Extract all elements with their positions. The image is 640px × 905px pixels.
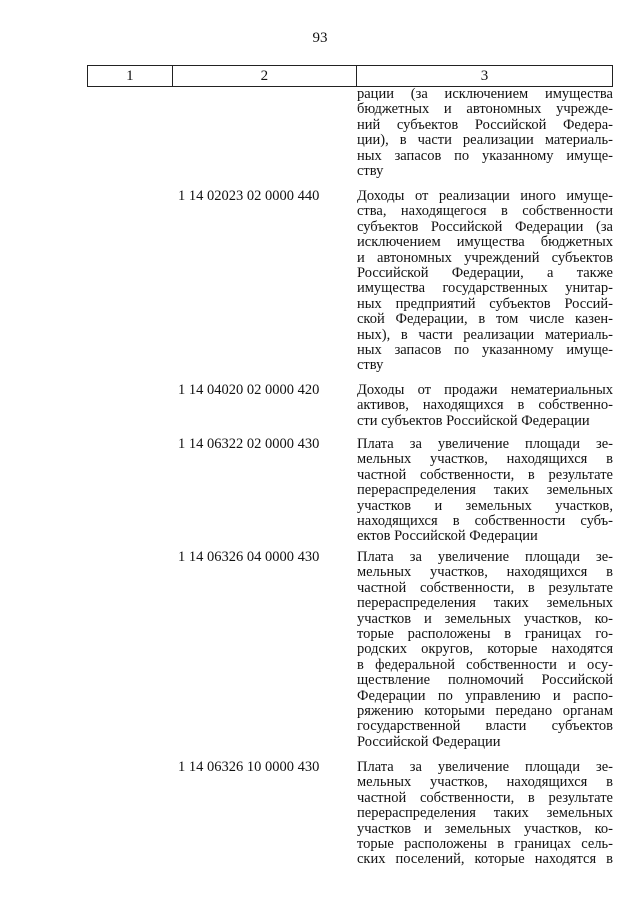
- description-line: мельных участков, находящихся в: [357, 451, 613, 468]
- description-line: участков и земельных участков, ко-: [357, 610, 613, 627]
- description-line: родских округов, которые находятся: [357, 641, 613, 658]
- column-header-2: 2: [172, 66, 356, 87]
- column-header-3: 3: [356, 66, 612, 87]
- description-line: Российской Федерации: [357, 733, 501, 750]
- description-line: частной собственности, в результате: [357, 579, 613, 596]
- description-line: ции), в части реализации материаль-: [357, 132, 613, 149]
- table-header: [87, 65, 613, 87]
- description-line: субъектов Российской Федерации (за: [357, 218, 613, 235]
- row-code: 1 14 06326 04 0000 430: [178, 549, 320, 565]
- row-description: [357, 189, 613, 374]
- description-line: ства, находящегося в собственности: [357, 203, 613, 220]
- description-line: ству: [357, 357, 384, 374]
- description-line: участков и земельных участков,: [357, 497, 613, 514]
- description-line: ных предприятий субъектов Россий-: [357, 295, 613, 312]
- description-line: и автономных учреждений субъектов: [357, 249, 613, 266]
- row-description: [357, 760, 613, 868]
- description-line: Плата за увеличение площади зе-: [357, 759, 613, 775]
- description-line: ской Федерации, в том числе казен-: [357, 311, 613, 328]
- row-description: [357, 550, 613, 750]
- row-code: 1 14 02023 02 0000 440: [178, 188, 320, 204]
- page-number: 93: [312, 30, 328, 46]
- row-code: 1 14 04020 02 0000 420: [178, 382, 320, 398]
- description-line: частной собственности, в результате: [357, 789, 613, 806]
- row-description: [357, 437, 613, 545]
- description-line: перераспределения таких земельных: [357, 805, 613, 822]
- description-line: государственной власти субъектов: [357, 718, 613, 735]
- row-description: [357, 383, 613, 429]
- description-line: мельных участков, находящихся в: [357, 774, 613, 791]
- description-line: ству: [357, 162, 384, 179]
- description-line: Российской Федерации, а также: [357, 264, 613, 281]
- description-line: сти субъектов Российской Федерации: [357, 412, 590, 429]
- description-line: ществление полномочий Российской: [357, 672, 613, 689]
- description-line: торые расположены в границах го-: [357, 625, 613, 642]
- description-line: частной собственности, в результате: [357, 466, 613, 483]
- description-line: имущества государственных унитар-: [357, 280, 613, 297]
- description-line: в федеральной собственности и осу-: [357, 656, 613, 673]
- description-line: Плата за увеличение площади зе-: [357, 549, 613, 565]
- description-line: ных запасов по указанному имуще-: [357, 341, 613, 358]
- description-line: находящихся в собственности субъ-: [357, 512, 613, 529]
- description-line: исключением имущества бюджетных: [357, 234, 613, 251]
- description-line: мельных участков, находящихся в: [357, 564, 613, 581]
- row-code: 1 14 06326 10 0000 430: [178, 759, 320, 775]
- description-line: ний субъектов Российской Федера-: [357, 116, 613, 133]
- description-line: Доходы от продажи нематериальных: [357, 382, 613, 398]
- description-line: ских поселений, которые находятся в: [357, 851, 613, 868]
- description-line: ектов Российской Федерации: [357, 528, 538, 545]
- description-line: участков и земельных участков, ко-: [357, 820, 613, 837]
- description-line: ных), в части реализации материаль-: [357, 326, 613, 343]
- description-line: рации (за исключением имущества: [357, 86, 613, 102]
- description-line: ных запасов по указанному имуще-: [357, 147, 613, 164]
- description-line: бюджетных и автономных учрежде-: [357, 101, 613, 118]
- description-line: Плата за увеличение площади зе-: [357, 436, 613, 452]
- row-description: [357, 87, 613, 179]
- row-code: 1 14 06322 02 0000 430: [178, 436, 320, 452]
- description-line: перераспределения таких земельных: [357, 482, 613, 499]
- description-line: Доходы от реализации иного имуще-: [357, 188, 613, 204]
- description-line: торые расположены в границах сель-: [357, 835, 613, 852]
- description-line: активов, находящихся в собственно-: [357, 397, 613, 414]
- description-line: ряжению которыми передано органам: [357, 702, 613, 719]
- column-header-1: 1: [88, 66, 173, 87]
- description-line: перераспределения таких земельных: [357, 595, 613, 612]
- description-line: Федерации по управлению и распо-: [357, 687, 613, 704]
